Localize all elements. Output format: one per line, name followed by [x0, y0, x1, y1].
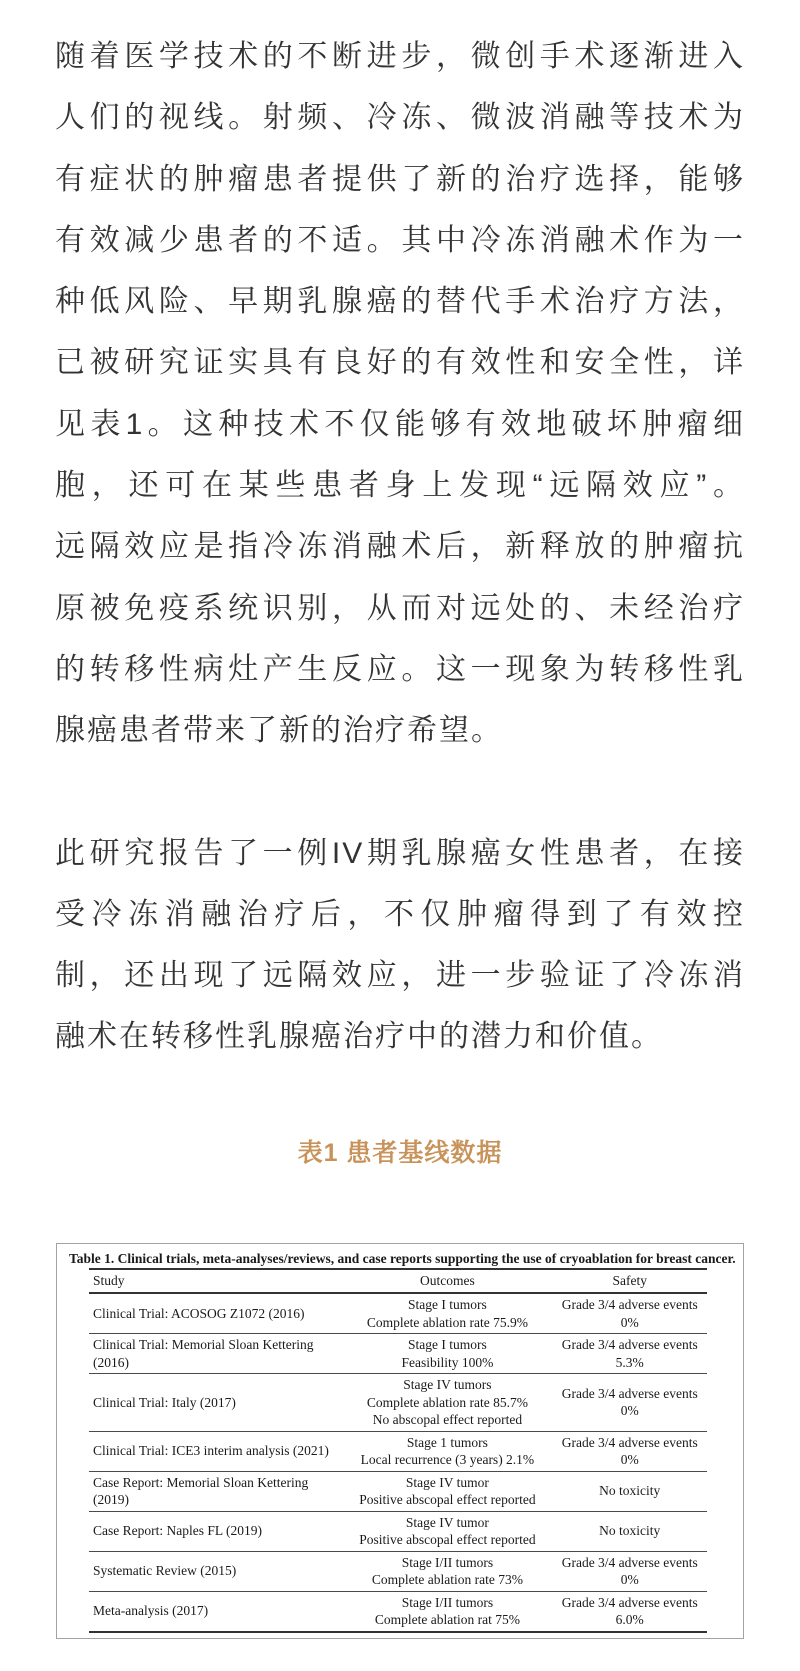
- outcomes-cell: [342, 1431, 552, 1471]
- outcomes-cell: [342, 1471, 552, 1511]
- study-cell: Systematic Review (2015): [93, 1563, 237, 1579]
- outcomes-cell: [342, 1334, 552, 1374]
- text-line: 种低风险、早期乳腺癌的替代手术治疗方法，: [55, 285, 745, 319]
- text-line: 此研究报告了一例IV期乳腺癌女性患者，在接: [55, 836, 745, 870]
- outcomes-cell: [342, 1591, 552, 1632]
- safety-cell: Grade 3/4 adverse events 0%: [561, 1385, 698, 1419]
- safety-cell: No toxicity: [599, 1483, 661, 1499]
- outcome-line: Stage IV tumor: [405, 1514, 489, 1530]
- safety-cell: Grade 3/4 adverse events 0%: [561, 1554, 698, 1587]
- outcome-line: Stage IV tumors: [403, 1377, 492, 1392]
- text-line: 的转移性病灶产生反应。这一现象为转移性乳: [55, 652, 745, 686]
- clinical-trials-table: [89, 1268, 707, 1633]
- safety-cell: Grade 3/4 adverse events 5.3%: [561, 1337, 698, 1370]
- table-row: [89, 1591, 707, 1632]
- outcome-line: Stage I/II tumors: [401, 1554, 494, 1570]
- outcome-line: Stage I tumors: [408, 1297, 487, 1312]
- table-row: [89, 1511, 707, 1551]
- text-line: 远隔效应是指冷冻消融术后，新释放的肿瘤抗: [55, 530, 745, 564]
- table-row: [89, 1293, 707, 1334]
- figure-table-title: Table 1. Clinical trials, meta-analyses/reviews, and case reports supporting the use of cryoablation for breast cancer.: [69, 1251, 736, 1266]
- safety-cell: No toxicity: [599, 1523, 661, 1539]
- column-header-study: Study: [93, 1273, 125, 1288]
- outcome-line: Positive abscopal effect reported: [359, 1532, 536, 1547]
- outcome-line: Positive abscopal effect reported: [359, 1492, 536, 1507]
- table-row: [89, 1334, 707, 1374]
- safety-cell: Grade 3/4 adverse events 0%: [561, 1434, 698, 1467]
- study-cell: Clinical Trial: ICE3 interim analysis (2021): [93, 1443, 329, 1459]
- paragraph-2: [55, 823, 745, 1068]
- study-cell: Meta-analysis (2017): [93, 1603, 209, 1619]
- outcome-line: Stage IV tumor: [405, 1474, 489, 1490]
- table-figure: [56, 1243, 744, 1639]
- table-row: [89, 1374, 707, 1432]
- outcome-line: Complete ablation rate 73%: [371, 1572, 523, 1587]
- text-line: 受冷冻消融治疗后，不仅肿瘤得到了有效控: [55, 897, 745, 931]
- text-line: 有症状的肿瘤患者提供了新的治疗选择，能够: [55, 162, 745, 196]
- text-line: 胞，还可在某些患者身上发现“远隔效应”。: [55, 469, 745, 503]
- outcome-line: Complete ablation rat 75%: [374, 1612, 520, 1627]
- text-line: 随着医学技术的不断进步，微创手术逐渐进入: [55, 40, 745, 73]
- text-line: 融术在转移性乳腺癌治疗中的潜力和价值。: [55, 1020, 663, 1054]
- outcomes-cell: [342, 1293, 552, 1334]
- article-body: [55, 26, 745, 1068]
- outcomes-cell: [342, 1511, 552, 1551]
- study-cell: Case Report: Naples FL (2019): [93, 1523, 262, 1539]
- table-header-row: [89, 1269, 707, 1293]
- column-header-outcomes: Outcomes: [420, 1273, 475, 1288]
- table-row: [89, 1471, 707, 1511]
- outcomes-cell: [342, 1551, 552, 1591]
- study-cell: Case Report: Memorial Sloan Kettering (2019): [93, 1474, 309, 1507]
- text-line: 人们的视线。射频、冷冻、微波消融等技术为: [55, 101, 745, 135]
- text-line: 腺癌患者带来了新的治疗希望。: [55, 714, 503, 748]
- outcome-line: Complete ablation rate 75.9%: [366, 1314, 529, 1330]
- outcome-line: No abscopal effect reported: [372, 1412, 523, 1427]
- table-caption: 表1 患者基线数据: [297, 1139, 503, 1167]
- text-line: 制，还出现了远隔效应，进一步验证了冷冻消: [55, 959, 745, 993]
- outcome-line: Stage I/II tumors: [401, 1594, 494, 1610]
- safety-cell: Grade 3/4 adverse events 6.0%: [561, 1594, 698, 1627]
- outcome-line: Local recurrence (3 years) 2.1%: [360, 1452, 535, 1467]
- study-cell: Clinical Trial: Memorial Sloan Kettering (2016): [93, 1337, 314, 1370]
- table-row: [89, 1431, 707, 1471]
- text-line: 原被免疫系统识别，从而对远处的、未经治疗: [55, 591, 745, 625]
- table-row: [89, 1551, 707, 1591]
- outcome-line: Stage I tumors: [408, 1337, 487, 1352]
- safety-cell: Grade 3/4 adverse events 0%: [561, 1297, 698, 1330]
- text-line: 已被研究证实具有良好的有效性和安全性，详: [55, 346, 745, 380]
- outcome-line: Complete ablation rate 85.7%: [366, 1394, 529, 1410]
- study-cell: Clinical Trial: Italy (2017): [93, 1394, 236, 1410]
- paragraph-1: [55, 26, 745, 762]
- outcome-line: Stage 1 tumors: [406, 1434, 488, 1450]
- outcomes-cell: [342, 1374, 552, 1432]
- text-line: 见表1。这种技术不仅能够有效地破坏肿瘤细: [55, 407, 745, 441]
- text-line: 有效减少患者的不适。其中冷冻消融术作为一: [55, 223, 745, 257]
- study-cell: Clinical Trial: ACOSOG Z1072 (2016): [93, 1305, 305, 1321]
- outcome-line: Feasibility 100%: [401, 1354, 494, 1370]
- column-header-safety: Safety: [612, 1273, 647, 1288]
